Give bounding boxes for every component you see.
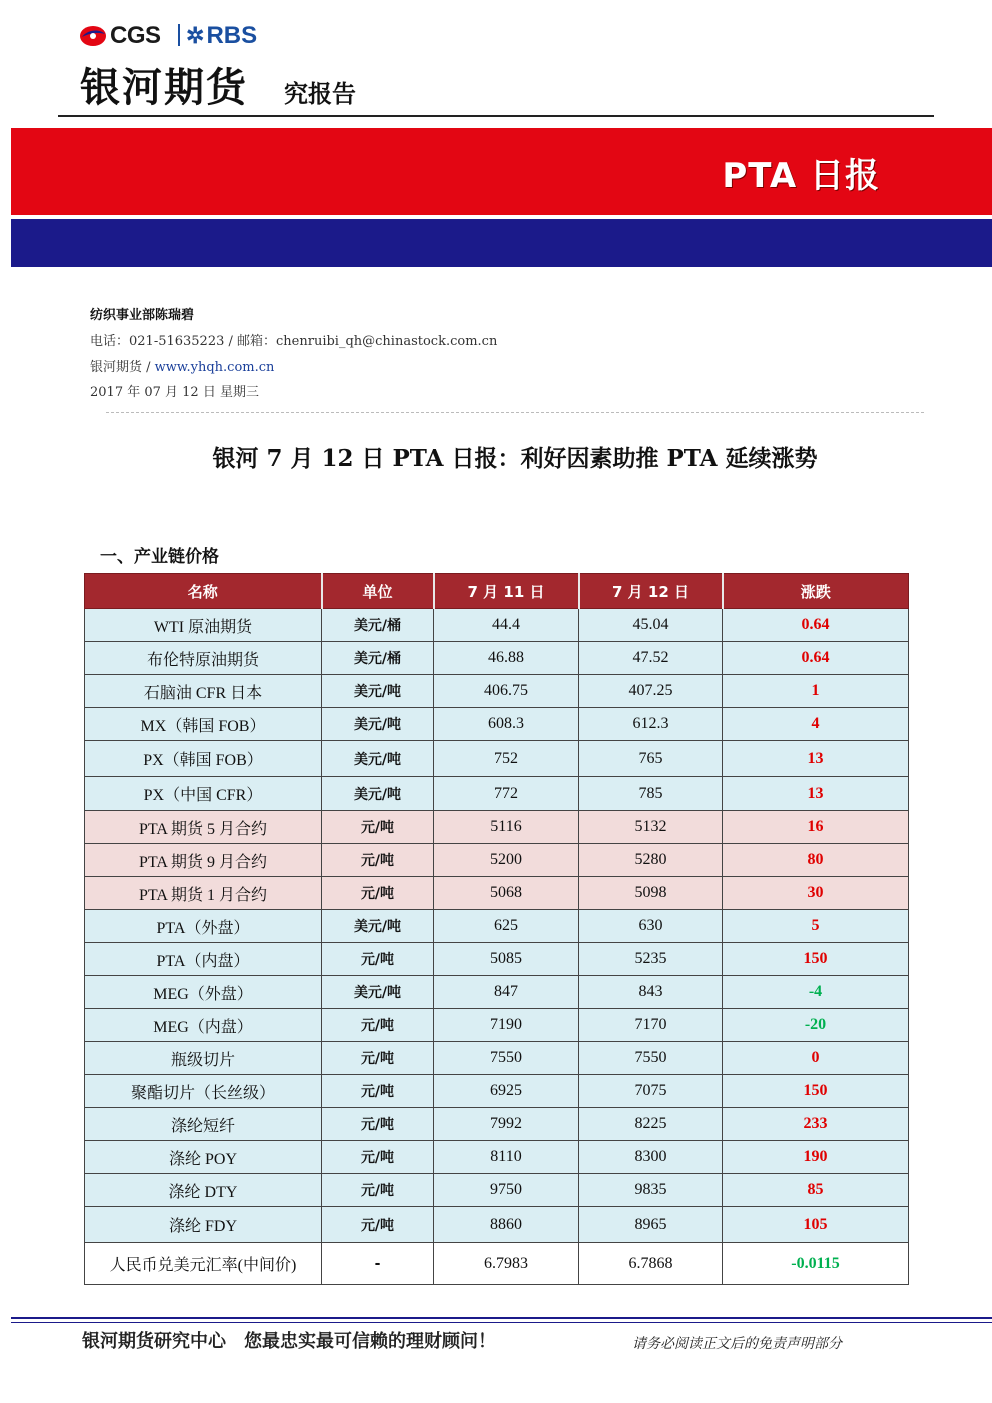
cell-unit: 元/吨	[322, 943, 434, 976]
col-header-change: 涨跌	[723, 574, 909, 609]
cell-day1: 8860	[434, 1207, 579, 1243]
cell-name: 涤纶 POY	[85, 1141, 322, 1174]
cell-unit: 元/吨	[322, 811, 434, 844]
cell-change: 150	[723, 1075, 909, 1108]
table-row	[85, 777, 909, 811]
banner-blue-band	[11, 219, 992, 267]
cell-name: PX（韩国 FOB）	[85, 741, 322, 777]
cell-day1: 752	[434, 741, 579, 777]
cell-unit: 元/吨	[322, 877, 434, 910]
cell-day1: 6.7983	[434, 1243, 579, 1285]
cell-day2: 5280	[579, 844, 723, 877]
cell-name: MEG（外盘）	[85, 976, 322, 1009]
report-title: 银河 7 月 12 日 PTA 日报：利好因素助推 PTA 延续涨势	[212, 445, 818, 472]
cell-unit: 美元/吨	[322, 777, 434, 811]
cell-day1: 5085	[434, 943, 579, 976]
cell-name: PTA（外盘）	[85, 910, 322, 943]
cell-unit: 元/吨	[322, 1141, 434, 1174]
cell-day2: 7075	[579, 1075, 723, 1108]
cell-day1: 44.4	[434, 609, 579, 642]
cell-day2: 8225	[579, 1108, 723, 1141]
website-line	[90, 356, 274, 375]
footer-divider	[11, 1317, 992, 1319]
cell-day1: 5200	[434, 844, 579, 877]
cell-day2: 7550	[579, 1042, 723, 1075]
report-date: 2017 年 07 月 12 日 星期三	[90, 385, 259, 400]
table-row	[85, 1009, 909, 1042]
cell-change: 1	[723, 675, 909, 708]
cell-day1: 7190	[434, 1009, 579, 1042]
rbs-logo-text: RBS	[206, 22, 258, 49]
cell-name: PTA 期货 5 月合约	[85, 811, 322, 844]
table-row	[85, 1108, 909, 1141]
cell-unit: 元/吨	[322, 1174, 434, 1207]
table-row	[85, 877, 909, 910]
cell-day1: 46.88	[434, 642, 579, 675]
table-row	[85, 844, 909, 877]
cell-change: -20	[723, 1009, 909, 1042]
table-row	[85, 609, 909, 642]
brand-subtitle: 究报告	[284, 80, 356, 108]
cell-unit: 元/吨	[322, 1009, 434, 1042]
dashed-divider	[106, 412, 924, 413]
table-row	[85, 675, 909, 708]
cell-day2: 612.3	[579, 708, 723, 741]
table-row	[85, 642, 909, 675]
cell-day1: 7992	[434, 1108, 579, 1141]
table-row	[85, 976, 909, 1009]
cell-unit: 元/吨	[322, 844, 434, 877]
col-header-unit: 单位	[322, 574, 434, 609]
col-header-day1: 7 月 11 日	[434, 574, 579, 609]
website-prefix: 银河期货 /	[90, 360, 155, 375]
cell-name: PX（中国 CFR）	[85, 777, 322, 811]
table-row	[85, 1207, 909, 1243]
cell-change: 233	[723, 1108, 909, 1141]
cell-day2: 6.7868	[579, 1243, 723, 1285]
cell-unit: 美元/桶	[322, 642, 434, 675]
cell-unit: 元/吨	[322, 1042, 434, 1075]
cell-change: 4	[723, 708, 909, 741]
price-table-body	[85, 609, 909, 1285]
cell-change: -0.0115	[723, 1243, 909, 1285]
cell-name: 人民币兑美元汇率(中间价)	[85, 1243, 322, 1285]
cell-change: 190	[723, 1141, 909, 1174]
cell-day2: 5235	[579, 943, 723, 976]
cell-day2: 5132	[579, 811, 723, 844]
footer-disclaimer: 请务必阅读正文后的免责声明部分	[632, 1336, 842, 1352]
table-row	[85, 1243, 909, 1285]
cell-change: 0.64	[723, 609, 909, 642]
cell-name: 涤纶 DTY	[85, 1174, 322, 1207]
cell-change: 105	[723, 1207, 909, 1243]
cell-day2: 785	[579, 777, 723, 811]
cell-day2: 630	[579, 910, 723, 943]
table-row	[85, 708, 909, 741]
cell-change: 16	[723, 811, 909, 844]
cell-day1: 9750	[434, 1174, 579, 1207]
cell-change: 13	[723, 777, 909, 811]
cell-day1: 7550	[434, 1042, 579, 1075]
footer-divider-thin	[11, 1322, 992, 1323]
cell-unit: 美元/吨	[322, 910, 434, 943]
cell-unit: 美元/吨	[322, 741, 434, 777]
table-row	[85, 1141, 909, 1174]
rbs-daisy-icon: ✲	[186, 23, 205, 48]
table-row	[85, 1075, 909, 1108]
table-header-row	[85, 574, 909, 609]
cgs-swirl-icon	[78, 23, 108, 49]
cell-day2: 5098	[579, 877, 723, 910]
cell-change: 0	[723, 1042, 909, 1075]
cell-day2: 47.52	[579, 642, 723, 675]
cell-day1: 5068	[434, 877, 579, 910]
cell-day1: 608.3	[434, 708, 579, 741]
cell-unit: 美元/吨	[322, 675, 434, 708]
cgs-logo	[78, 22, 178, 50]
cell-day1: 625	[434, 910, 579, 943]
cell-day1: 847	[434, 976, 579, 1009]
rbs-logo	[186, 22, 257, 50]
author-dept: 纺织事业部陈瑞碧	[90, 308, 195, 323]
cell-change: 5	[723, 910, 909, 943]
cell-day1: 772	[434, 777, 579, 811]
cell-day2: 9835	[579, 1174, 723, 1207]
cell-day1: 6925	[434, 1075, 579, 1108]
header-divider	[58, 115, 934, 117]
cell-day1: 8110	[434, 1141, 579, 1174]
cell-name: MX（韩国 FOB）	[85, 708, 322, 741]
cell-unit: 美元/吨	[322, 976, 434, 1009]
section-title: 一、产业链价格	[100, 547, 219, 567]
cell-day2: 765	[579, 741, 723, 777]
table-row	[85, 1174, 909, 1207]
cell-day2: 407.25	[579, 675, 723, 708]
cell-change: 80	[723, 844, 909, 877]
brand-name: 银河期货	[80, 65, 248, 111]
cell-day2: 45.04	[579, 609, 723, 642]
cell-unit: 元/吨	[322, 1207, 434, 1243]
cell-name: PTA（内盘）	[85, 943, 322, 976]
cell-day2: 8300	[579, 1141, 723, 1174]
cell-name: 瓶级切片	[85, 1042, 322, 1075]
price-table	[84, 573, 909, 1285]
author-contact: 电话：021-51635223 / 邮箱：chenruibi_qh@chinastock.com.cn	[90, 334, 498, 349]
cell-change: 0.64	[723, 642, 909, 675]
cell-name: PTA 期货 9 月合约	[85, 844, 322, 877]
cgs-logo-text: CGS	[110, 22, 161, 49]
cell-name: WTI 原油期货	[85, 609, 322, 642]
cell-day2: 8965	[579, 1207, 723, 1243]
table-row	[85, 1042, 909, 1075]
table-row	[85, 741, 909, 777]
cell-unit: -	[322, 1243, 434, 1285]
cell-name: 布伦特原油期货	[85, 642, 322, 675]
cell-unit: 美元/桶	[322, 609, 434, 642]
cell-unit: 美元/吨	[322, 708, 434, 741]
website-link[interactable]: www.yhqh.com.cn	[154, 360, 275, 375]
banner-title: PTA 日报	[722, 156, 880, 196]
cell-name: MEG（内盘）	[85, 1009, 322, 1042]
cell-name: 涤纶 FDY	[85, 1207, 322, 1243]
cell-unit: 元/吨	[322, 1108, 434, 1141]
cell-day1: 406.75	[434, 675, 579, 708]
col-header-day2: 7 月 12 日	[579, 574, 723, 609]
cell-change: -4	[723, 976, 909, 1009]
cell-name: PTA 期货 1 月合约	[85, 877, 322, 910]
cell-change: 30	[723, 877, 909, 910]
table-row	[85, 910, 909, 943]
cell-name: 聚酯切片（长丝级）	[85, 1075, 322, 1108]
table-row	[85, 811, 909, 844]
col-header-name: 名称	[85, 574, 322, 609]
table-row	[85, 943, 909, 976]
cell-change: 85	[723, 1174, 909, 1207]
cell-unit: 元/吨	[322, 1075, 434, 1108]
cell-change: 13	[723, 741, 909, 777]
cell-day2: 843	[579, 976, 723, 1009]
cell-name: 石脑油 CFR 日本	[85, 675, 322, 708]
logo-divider	[178, 24, 180, 46]
cell-day1: 5116	[434, 811, 579, 844]
cell-day2: 7170	[579, 1009, 723, 1042]
cell-name: 涤纶短纤	[85, 1108, 322, 1141]
footer-slogan: 银河期货研究中心 您最忠实最可信赖的理财顾问！	[82, 1331, 496, 1352]
cell-change: 150	[723, 943, 909, 976]
